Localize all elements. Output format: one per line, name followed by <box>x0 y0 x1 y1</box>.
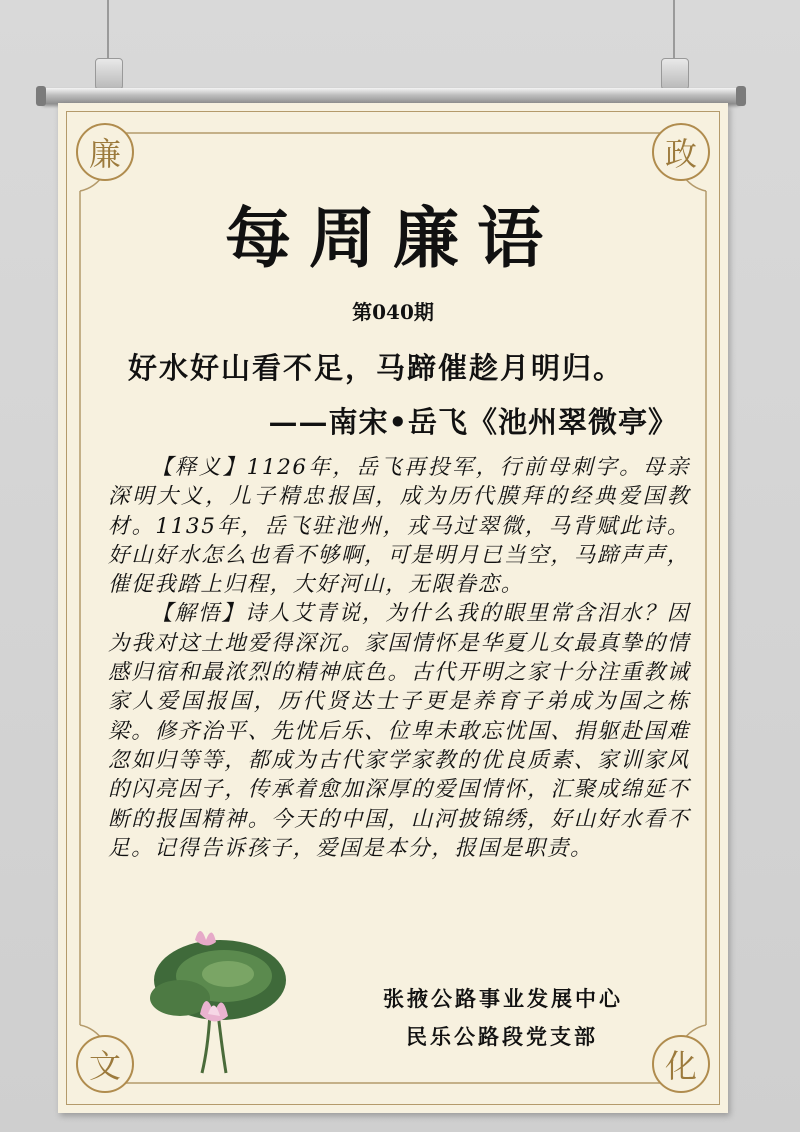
body-text <box>108 453 690 863</box>
poem-source: ——南宋•岳飞《池州翠微亭》 <box>268 405 678 439</box>
hanging-clip-right <box>661 58 689 90</box>
paragraph-insight: 【解悟】诗人艾青说，为什么我的眼里常含泪水？因为我对这土地爱得深沉。家国情怀是华夏儿女最真挚的情感归宿和最浓烈的精神底色。古代开明之家十分注重教诫家人爱国报国，历代贤达士子更是养育子弟成为国之栋梁。修齐治平、先忧后乐、位卑未敢忘忧国、捐躯赴国难忽如归等等，都成为古代家学家教的优良质素、家训家风的闪亮因子，传承着愈加深厚的爱国情怀，汇聚成绵延不断的报国精神。今天的中国，山河披锦绣，好山好水看不足。记得告诉孩子，爱国是本分，报国是职责。 <box>108 601 690 861</box>
poster <box>58 103 728 1113</box>
issue-number: 第040期 <box>352 300 434 324</box>
hanging-clip-left <box>95 58 123 90</box>
corner-seal-top-right: 政 <box>652 123 710 181</box>
poem-quote: 好水好山看不足，马蹄催趁月明归。 <box>128 351 625 385</box>
corner-seal-bottom-left: 文 <box>76 1035 134 1093</box>
hanging-wire-right <box>673 0 675 62</box>
organization-name-2: 民乐公路段党支部 <box>406 1024 598 1049</box>
organization-name-1: 张掖公路事业发展中心 <box>383 986 623 1011</box>
paragraph-interpretation: 【释义】1126年，岳飞再投军，行前母刺字。母亲深明大义，儿子精忠报国，成为历代膜拜的经典爱国教材。1135年，岳飞驻池州，戎马过翠微，马背赋此诗。好山好水怎么也看不够啊，可是明月已当空，马蹄声声，催促我踏上归程，大好河山，无限眷恋。 <box>108 455 690 598</box>
rod-end-right <box>736 86 746 106</box>
lotus-illustration-icon <box>140 918 300 1078</box>
hanging-rod <box>38 88 744 104</box>
poster-title: 每周廉语 <box>225 199 561 277</box>
corner-seal-top-left: 廉 <box>76 123 134 181</box>
rod-end-left <box>36 86 46 106</box>
corner-seal-bottom-right: 化 <box>652 1035 710 1093</box>
hanging-wire-left <box>107 0 109 62</box>
